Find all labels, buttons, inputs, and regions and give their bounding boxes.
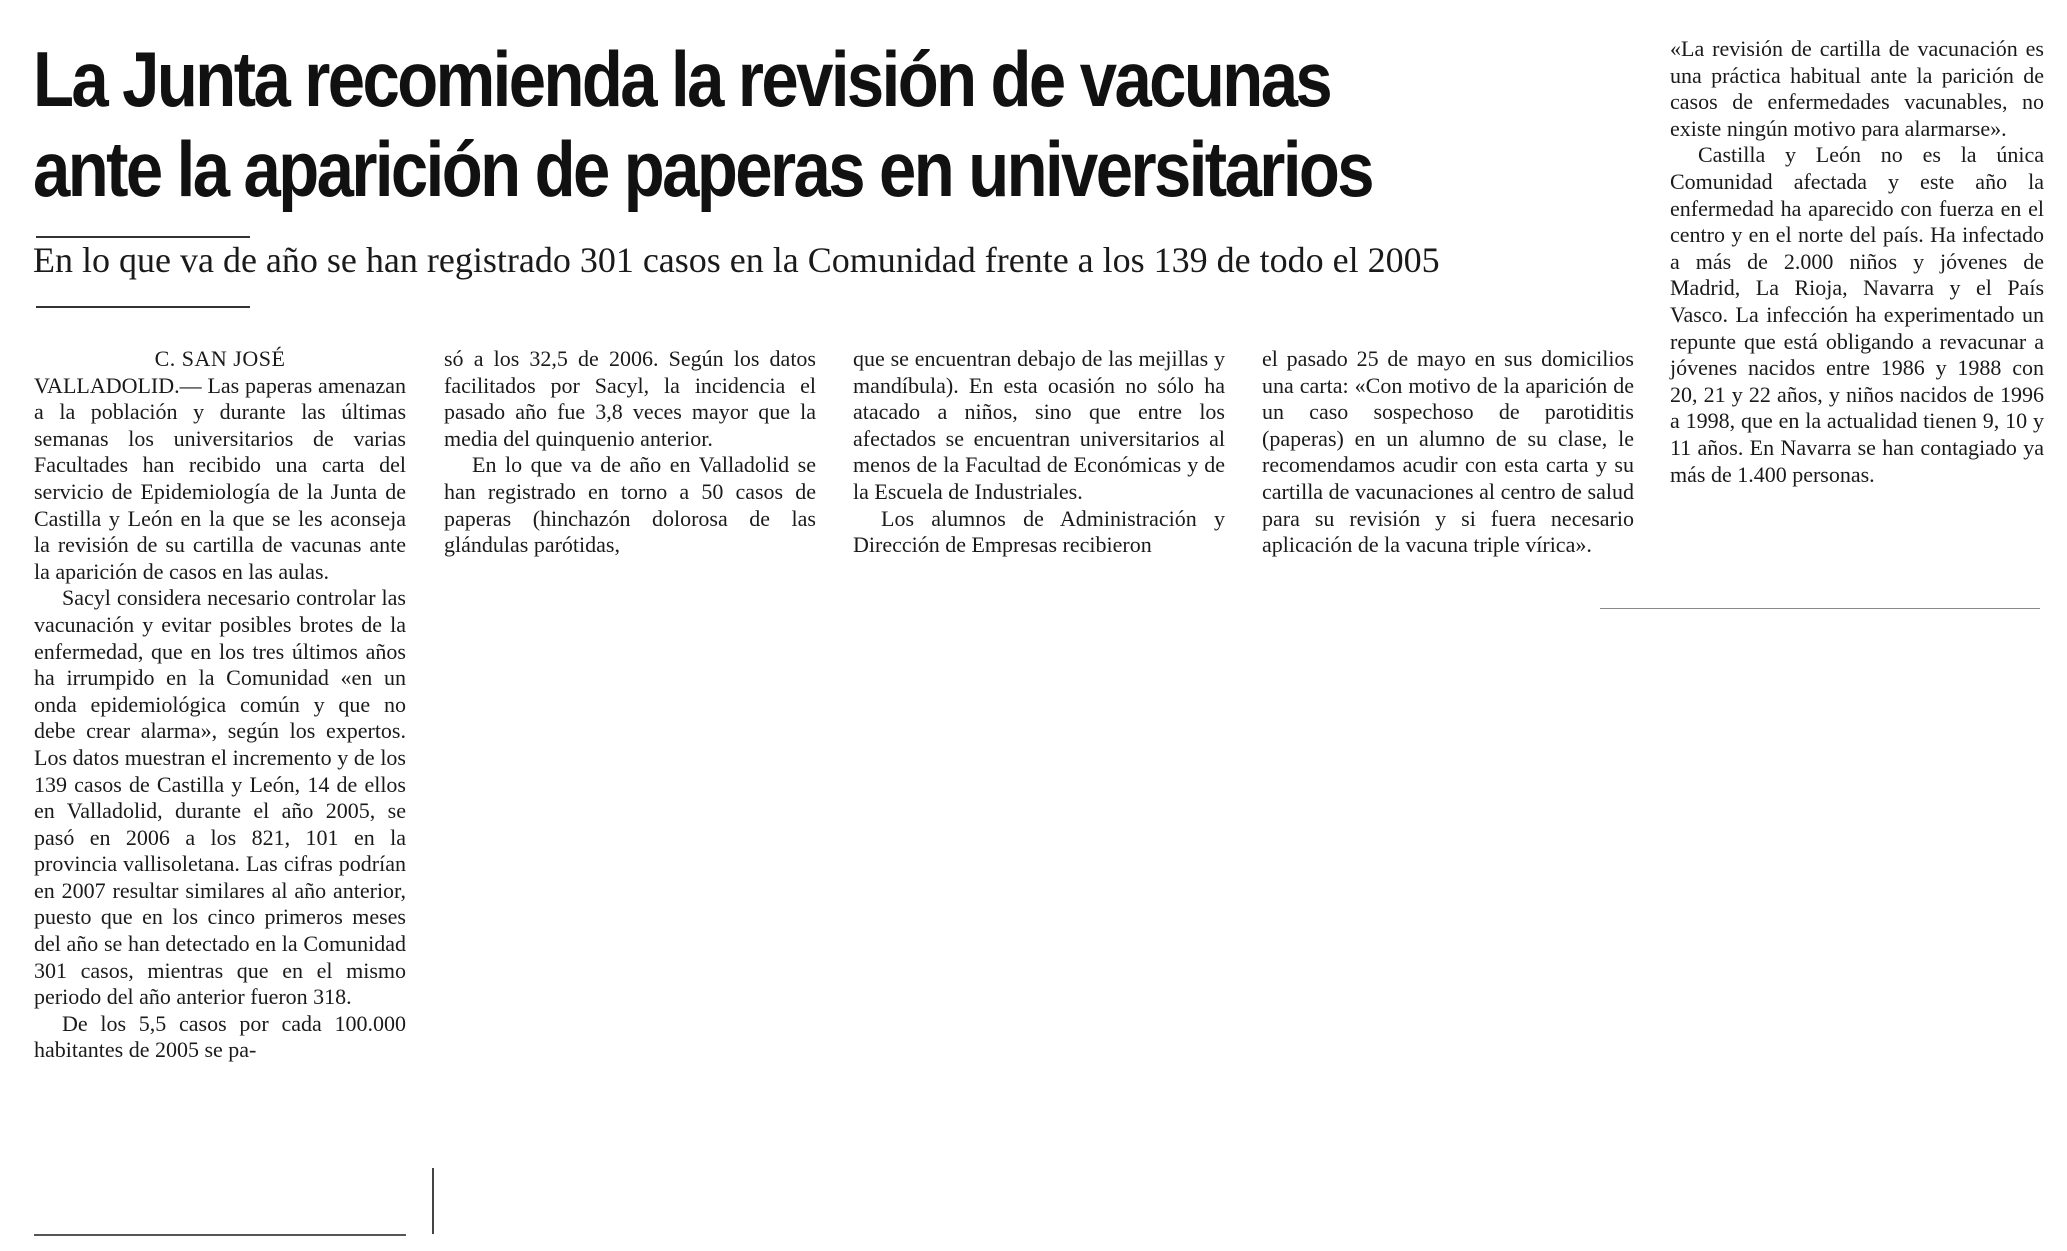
article-column-3 (853, 346, 1225, 559)
paragraph: Sacyl considera necesario controlar las vacunación y evitar posibles brotes de la enfermedad, que en los tres últimos años ha irrumpido en la Comunidad «en un onda epidemiológica común y que no debe crear alarma», según los expertos. Los datos muestran el incremento y de los 139 casos de Castilla y León, 14 de ellos en Valladolid, durante el año 2005, se pasó en 2006 a los 821, 101 en la provincia vallisoletana. Las cifras podrían en 2007 resultar similares al año anterior, puesto que en los cinco primeros meses del año se han detectado en la Comunidad 301 casos, mientras que en el mismo periodo del año anterior fueron 318. (34, 585, 406, 1010)
dateline: VALLADOLID.— (34, 372, 202, 398)
headline-line-2: ante la aparición de paperas en universitarios (33, 125, 1373, 213)
column-divider (432, 1168, 434, 1234)
bottom-rule-right (1600, 608, 2040, 609)
paragraph: Los alumnos de Administración y Dirección de Empresas recibieron (853, 505, 1225, 558)
article-column-5 (1670, 36, 2044, 488)
lead-text: Las paperas amenazan a la población y durante las últimas semanas los universitarios de varias Facultades han recibido una carta del servicio de Epidemiología de la Junta de Castilla y León en la que se les aconseja la revisión de su cartilla de vacunas ante la aparición de casos en las aulas. (34, 372, 406, 584)
byline: C. SAN JOSÉ (154, 346, 286, 371)
subtitle-bottom-rule (36, 306, 250, 308)
paragraph: que se encuentran debajo de las mejillas y mandíbula). En esta ocasión no sólo ha atacado a niños, sino que entre los afectados se encuentran universitarios al menos de la Facultad de Económicas y de la Escuela de Industriales. (853, 346, 1225, 504)
article-column-2 (444, 346, 816, 559)
headline (33, 34, 1409, 214)
subtitle: En lo que va de año se han registrado 301 casos en la Comunidad frente a los 139 de todo el 2005 (33, 240, 1440, 280)
headline-line-1: La Junta recomienda la revisión de vacunas (33, 35, 1331, 123)
paragraph: Castilla y León no es la única Comunidad afectada y este año la enfermedad ha aparecido con fuerza en el centro y en el norte del país. Ha infectado a más de 2.000 niños y jóvenes de Madrid, La Rioja, Navarra y el País Vasco. La infección ha experimentado un repunte que está obligando a revacunar a jóvenes nacidos entre 1986 y 1988 con 20, 21 y 22 años, y niños nacidos de 1996 a 1998, que en la actualidad tienen 9, 10 y 11 años. En Navarra se han contagiado ya más de 1.400 personas. (1670, 142, 2044, 487)
footer-rule (34, 1234, 406, 1236)
lead-paragraph (34, 373, 406, 586)
paragraph: De los 5,5 casos por cada 100.000 habitantes de 2005 se pa- (34, 1010, 406, 1063)
article-column-4 (1262, 346, 1634, 559)
article-column-1 (34, 346, 406, 1064)
paragraph: só a los 32,5 de 2006. Según los datos facilitados por Sacyl, la incidencia el pasado año fue 3,8 veces mayor que la media del quinquenio anterior. (444, 346, 816, 451)
pull-quote: «La revisión de cartilla de vacunación es una práctica habitual ante la parición de casos de enfermedades vacunables, no existe ningún motivo para alarmarse». (1670, 36, 2044, 141)
paragraph: En lo que va de año en Valladolid se han registrado en torno a 50 casos de paperas (hinchazón dolorosa de las glándulas parótidas, (444, 452, 816, 558)
paragraph: el pasado 25 de mayo en sus domicilios una carta: «Con motivo de la aparición de un caso sospechoso de parotiditis (paperas) en un alumno de su clase, le recomendamos acudir con esta carta y su cartilla de vacunaciones al centro de salud para su revisión y si fuera necesario aplicación de la vacuna triple vírica». (1262, 346, 1634, 558)
